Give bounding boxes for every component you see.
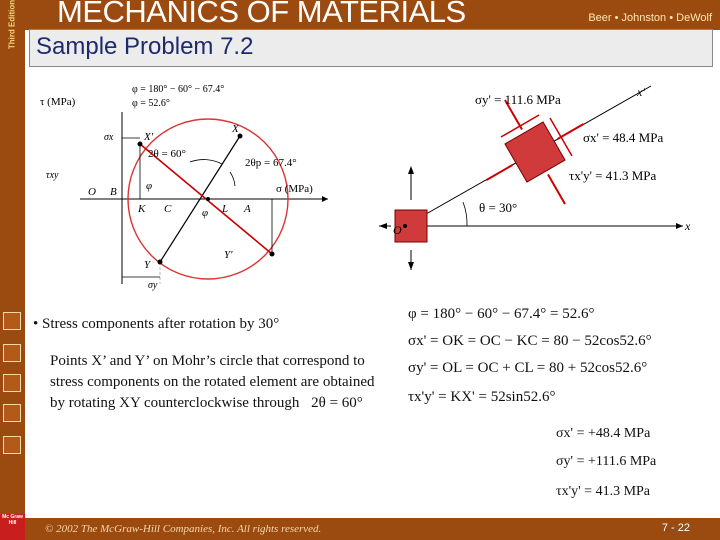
angle-arc-2theta [190, 160, 222, 164]
edition-label: Third Edition [7, 0, 17, 50]
point-xprime [138, 142, 143, 147]
label-sigma-y: σy [148, 280, 158, 291]
label-k: K [138, 203, 146, 215]
label-yprime: Y' [224, 249, 233, 261]
previous-icon[interactable] [3, 374, 21, 392]
label-b: B [110, 186, 117, 198]
xprime-label: x' [637, 85, 645, 99]
sidebar [0, 0, 25, 540]
sigma-arrow-icon [322, 196, 328, 202]
angle-arc-2thetap [230, 172, 235, 186]
eq-sigma-yprime: σy' = OL = OC + CL = 80 + 52cos52.6° [408, 360, 648, 376]
paragraph-text: Points X’ and Y’ on Mohr’s circle that correspond to stress components on the rotated element are obtained by rotating XY counterclockwise through [50, 353, 375, 411]
x-label: x [685, 219, 691, 233]
label-c: C [164, 203, 172, 215]
eq-phi: φ = 180° − 60° − 67.4° = 52.6° [408, 306, 595, 322]
label-l: L [222, 203, 229, 215]
element-diagram [375, 80, 705, 270]
sigma-axis-label: σ (MPa) [276, 183, 313, 195]
point-yprime [270, 252, 275, 257]
label-o: O [88, 186, 96, 198]
paragraph-equation: 2θ = 60° [311, 395, 363, 411]
theta-label: θ = 30° [479, 200, 518, 215]
two-theta-p-label: 2θp = 67.4° [245, 157, 297, 169]
tau-axis-label: τ (MPa) [40, 96, 76, 108]
label-tau-xy: τxy [46, 170, 59, 181]
two-theta-label: 2θ = 60° [148, 148, 186, 160]
point-y [158, 260, 163, 265]
problem-title-box [29, 29, 713, 67]
label-phi-2: φ [202, 207, 209, 219]
origin-label: O [393, 223, 402, 237]
eq-tau-xyprime: τx'y' = KX' = 52sin52.6° [408, 389, 556, 405]
footer-bar [25, 518, 720, 540]
tau-xyprime-label: τx'y' = 41.3 MPa [569, 168, 657, 183]
label-xprime: X' [144, 131, 154, 143]
mohr-circle-diagram [40, 72, 340, 294]
bullet-point: • Stress components after rotation by 30° [33, 316, 280, 332]
result-sigma-xprime: σx' = +48.4 MPa [556, 426, 651, 441]
label-sigma-x: σx [104, 132, 114, 143]
sigma-xprime-label: σx' = 48.4 MPa [583, 130, 664, 145]
publisher-logo: Mc Graw Hill [0, 514, 25, 540]
page-number: 7 - 22 [661, 522, 690, 534]
eq-sigma-xprime: σx' = OK = OC − KC = 80 − 52cos52.6° [408, 333, 652, 349]
page-title: Sample Problem 7.2 [36, 33, 254, 60]
result-tau-xyprime: τx'y' = 41.3 MPa [556, 484, 651, 499]
label-phi-1: φ [146, 180, 153, 192]
home-icon[interactable] [3, 312, 21, 330]
phi-equation-1: φ = 180° − 60° − 67.4° [132, 84, 225, 95]
phi-equation-2: φ = 52.6° [132, 98, 170, 109]
first-page-icon[interactable] [3, 344, 21, 362]
next-icon[interactable] [3, 404, 21, 422]
point-c [206, 197, 210, 201]
label-x: X [232, 123, 239, 135]
theta-arc [463, 202, 467, 226]
result-sigma-yprime: σy' = +111.6 MPa [556, 454, 657, 469]
label-a: A [244, 203, 251, 215]
header-bar [25, 0, 720, 30]
copyright: © 2002 The McGraw-Hill Companies, Inc. All rights reserved. [45, 523, 322, 535]
label-y: Y [144, 259, 151, 271]
sigma-yprime-label: σy' = 111.6 MPa [475, 92, 561, 107]
authors: Beer • Johnston • DeWolf [588, 12, 712, 24]
last-page-icon[interactable] [3, 436, 21, 454]
explanation-paragraph [50, 351, 380, 414]
course-title: MECHANICS OF MATERIALS [57, 0, 466, 29]
